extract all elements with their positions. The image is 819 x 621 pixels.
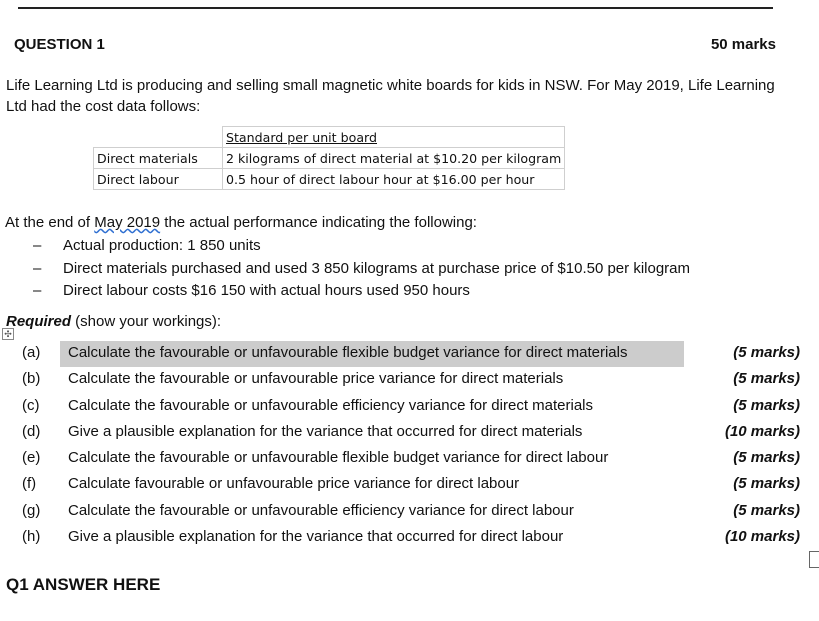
row-value: 0.5 hour of direct labour hour at $16.00 per hour — [223, 169, 565, 190]
dash-bullet: – — [33, 237, 42, 254]
parts-list — [0, 341, 819, 551]
table-row — [94, 148, 565, 169]
part-label: (b) — [22, 370, 41, 388]
row-value: 2 kilograms of direct material at $10.20 per kilogram — [223, 148, 565, 169]
intro-paragraph[interactable]: Life Learning Ltd is producing and selling small magnetic white boards for kids in NSW. For May 2019, Life Learning Ltd had the cost data follows: — [6, 77, 775, 115]
part-row[interactable] — [0, 446, 819, 472]
part-label: (e) — [22, 449, 41, 467]
table-header: Standard per unit board — [223, 127, 565, 148]
table-move-handle-icon[interactable]: ✣ — [2, 328, 14, 340]
part-label: (a) — [22, 344, 41, 361]
list-item — [33, 259, 690, 282]
part-marks: (5 marks) — [733, 501, 800, 519]
standard-cost-table[interactable] — [93, 126, 565, 190]
part-text: Calculate favourable or unfavourable price variance for direct labour — [68, 475, 520, 493]
required-label: Required — [6, 313, 72, 330]
required-line — [6, 313, 221, 330]
part-text: Calculate the favourable or unfavourable flexible budget variance for direct labour — [68, 449, 609, 467]
dash-bullet: – — [33, 282, 42, 299]
part-marks: (10 marks) — [724, 422, 800, 440]
part-label: (c) — [22, 396, 40, 414]
list-item — [33, 281, 690, 304]
part-label: (g) — [22, 501, 41, 519]
part-row[interactable] — [0, 472, 819, 498]
part-row[interactable] — [0, 394, 819, 420]
spellcheck-flagged-month[interactable]: May 2019 — [94, 214, 161, 231]
part-row[interactable] — [0, 367, 819, 393]
part-row[interactable] — [0, 525, 819, 551]
part-marks: (5 marks) — [733, 344, 800, 361]
row-label: Direct materials — [94, 148, 223, 169]
actual-suffix: the actual performance indicating the following: — [160, 214, 477, 231]
part-marks: (5 marks) — [733, 475, 800, 493]
actual-performance-list — [33, 236, 690, 304]
text-cursor-marker — [809, 551, 819, 568]
row-label: Direct labour — [94, 169, 223, 190]
part-label: (h) — [22, 528, 41, 546]
list-item-text: Direct materials purchased and used 3 850 kilograms at purchase price of $10.50 per kilogram — [63, 259, 690, 277]
part-row-selected[interactable] — [0, 341, 819, 367]
part-marks: (5 marks) — [733, 449, 800, 467]
table-header-row — [94, 127, 565, 148]
part-label: (d) — [22, 422, 41, 440]
part-marks: (5 marks) — [733, 396, 800, 414]
part-row[interactable] — [0, 420, 819, 446]
table-corner-cell — [94, 127, 223, 148]
list-item — [33, 236, 690, 259]
required-note: (show your workings): — [71, 313, 222, 330]
question-title: QUESTION 1 — [14, 36, 105, 53]
part-label: (f) — [22, 475, 37, 493]
part-text: Calculate the favourable or unfavourable price variance for direct materials — [68, 370, 564, 388]
table-row — [94, 169, 565, 190]
actual-performance-intro — [5, 214, 477, 231]
part-text: Calculate the favourable or unfavourable efficiency variance for direct labour — [68, 501, 574, 519]
actual-prefix: At the end of — [5, 214, 95, 231]
part-marks: (10 marks) — [724, 528, 800, 546]
part-row[interactable] — [0, 499, 819, 525]
answer-heading[interactable]: Q1 ANSWER HERE — [6, 575, 161, 594]
part-text: Give a plausible explanation for the variance that occurred for direct labour — [68, 528, 564, 546]
list-item-text: Direct labour costs $16 150 with actual hours used 950 hours — [63, 282, 470, 299]
part-text: Calculate the favourable or unfavourable efficiency variance for direct materials — [68, 396, 593, 414]
top-rule — [18, 7, 773, 9]
part-marks: (5 marks) — [733, 370, 800, 388]
list-item-text: Actual production: 1 850 units — [63, 237, 261, 254]
question-marks: 50 marks — [710, 36, 776, 53]
part-text: Give a plausible explanation for the variance that occurred for direct materials — [68, 422, 583, 440]
part-text: Calculate the favourable or unfavourable flexible budget variance for direct materials — [68, 344, 628, 361]
dash-bullet: – — [33, 259, 42, 277]
